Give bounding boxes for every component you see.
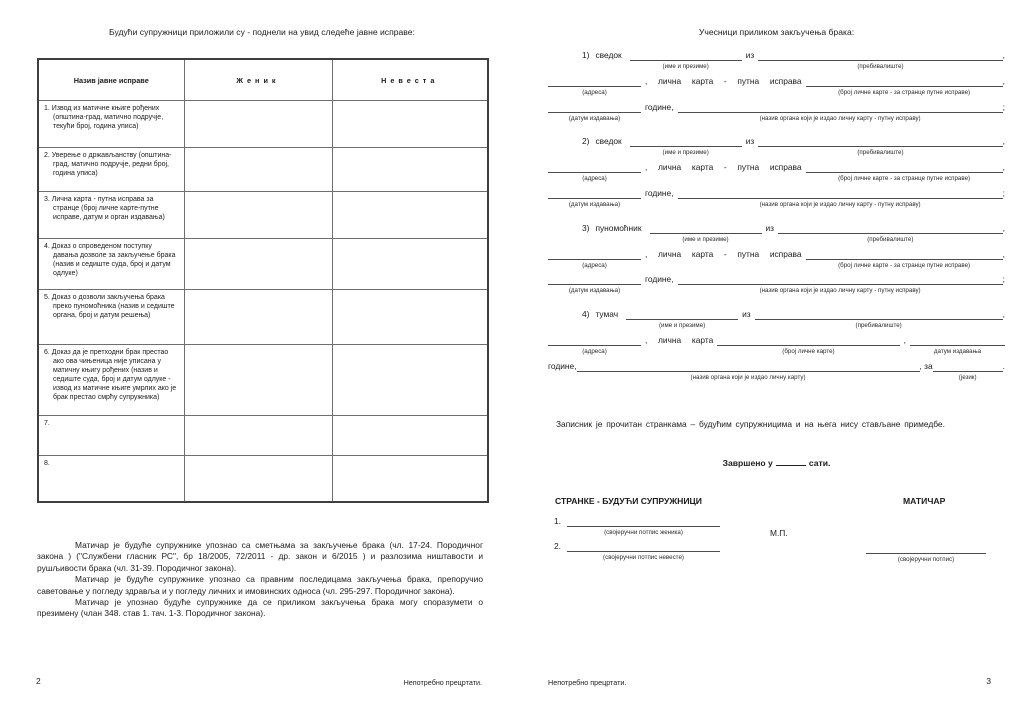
registrar-signature-row	[866, 543, 986, 564]
field-caption: (датум издавања)	[568, 287, 621, 295]
label-id-card: , лична карта	[645, 334, 714, 345]
field-caption: (пребивалиште)	[857, 63, 904, 70]
finished-prefix: Завршено у	[722, 458, 773, 468]
document-name-cell	[38, 239, 184, 290]
table-row	[38, 416, 488, 456]
table-header-row	[38, 59, 488, 101]
blank-line	[806, 76, 1003, 87]
blank-line	[866, 543, 986, 554]
label-id-card: , лична карта - путна исправа	[645, 248, 802, 259]
blank-line	[717, 335, 899, 346]
participant-number: 1)	[582, 50, 590, 60]
groom-signature-field	[567, 516, 720, 537]
field-caption: (број личне карте)	[782, 347, 835, 355]
signature-number: 2.	[554, 541, 561, 551]
table-row	[38, 345, 488, 416]
blank-line	[548, 188, 641, 199]
participant-line-identity	[548, 50, 1005, 71]
footer-note-right: Непотребно прецртати.	[548, 678, 627, 687]
blank-line	[806, 249, 1003, 260]
name-field	[626, 309, 738, 330]
document-name: 3. Лична карта - путна исправа за странце (број личне карте-путне исправе, датум и орган издавања)	[44, 196, 165, 221]
signature-number: 1.	[554, 516, 561, 526]
field-caption: (име и презиме)	[662, 63, 709, 70]
document-name: 4. Доказ о спроведеном поступку давања дозволе за закључење брака (назив и седиште суда, број и датум одлуке)	[44, 243, 176, 277]
document-name: 1. Извод из матичне књиге рођених (општина-град, матично подручје, текући број, година уписа)	[44, 105, 164, 130]
participant-line-issuer	[548, 361, 1005, 382]
groom-cell	[184, 192, 332, 239]
bride-cell	[332, 290, 488, 345]
document-name-cell	[38, 456, 184, 503]
blank-line	[548, 102, 641, 113]
id-number-field	[806, 162, 1003, 183]
document-name: 2. Уверење о држављанству (општина-град, матично подручје, редни број, година уписа)	[44, 152, 172, 177]
participant-role: пуномоћник	[595, 222, 642, 233]
blank-line	[678, 274, 1003, 285]
issue-date-field	[548, 188, 641, 209]
blank-line	[758, 50, 1002, 61]
blank-line	[630, 136, 742, 147]
bride-cell	[332, 148, 488, 192]
field-caption: (језик)	[958, 373, 977, 381]
participant-line-identity	[548, 223, 1005, 244]
document-name-cell	[38, 345, 184, 416]
left-page-title: Будући супружници приложили су - поднели на увид следеће јавне исправе:	[109, 27, 415, 37]
documents-table	[37, 58, 489, 503]
table-row	[38, 192, 488, 239]
participant-line-issuer	[548, 274, 1005, 295]
field-caption: (датум издавања)	[568, 114, 621, 122]
label-for: , за	[919, 360, 933, 371]
bride-cell	[332, 345, 488, 416]
bride-signature-field	[567, 541, 720, 562]
participant-line-id-card	[548, 335, 1005, 356]
label-from: из	[745, 50, 755, 60]
name-field	[630, 136, 742, 157]
blank-line	[650, 223, 762, 234]
issue-date-field	[548, 102, 641, 123]
field-caption: (број личне карте - за странце путне исправе)	[838, 175, 971, 183]
blank-line	[758, 136, 1002, 147]
blank-line	[678, 102, 1003, 113]
name-field	[630, 50, 742, 71]
language-field	[933, 361, 1003, 382]
blank-line	[630, 50, 742, 61]
address-field	[548, 162, 641, 183]
punctuation: ,	[1002, 222, 1005, 233]
document-name-cell	[38, 416, 184, 456]
punctuation: ,	[1002, 162, 1005, 173]
punctuation: ,	[903, 334, 906, 345]
address-field	[548, 76, 641, 97]
document-name: 7.	[44, 420, 50, 427]
paragraph-registrar-surname: Матичар је упознао будуће супружнике да се приликом закључења брака могу споразумети о презимену (члан 348. став 1. тач. 1-3. Породичног закона).	[37, 597, 483, 619]
punctuation: ;	[1002, 187, 1005, 198]
field-caption: (адреса)	[582, 88, 607, 96]
participant-line-identity	[548, 136, 1005, 157]
punctuation: ;	[1002, 274, 1005, 285]
participant-line-id-card	[548, 162, 1005, 183]
document-name-cell	[38, 101, 184, 148]
blank-line	[778, 223, 1003, 234]
finished-at-line	[548, 457, 1005, 468]
field-caption: (број личне карте - за странце путне исправе)	[838, 261, 971, 269]
blank-line	[548, 274, 641, 285]
issuing-authority-field	[678, 102, 1003, 123]
participant-number: 3)	[582, 222, 590, 233]
groom-cell	[184, 239, 332, 290]
field-caption: (својеручни потпис)	[897, 556, 955, 563]
field-caption: (својеручни потпис невесте)	[603, 554, 684, 561]
punctuation: ,	[1002, 75, 1005, 86]
blank-line	[678, 188, 1003, 199]
participant-block-witness-2	[548, 136, 1005, 208]
participant-block-proxy	[548, 223, 1005, 295]
table-row	[38, 148, 488, 192]
bride-cell	[332, 416, 488, 456]
field-caption: (датум издавања)	[568, 200, 621, 208]
punctuation: ,	[1002, 136, 1005, 147]
hours-blank-line	[776, 457, 806, 466]
label-id-card: , лична карта - путна исправа	[645, 162, 802, 173]
record-read-statement: Записник је прочитан странкама – будућим супружницима и на њега нису стављане примедбе.	[556, 419, 945, 429]
residence-field	[778, 223, 1003, 244]
blank-line	[755, 309, 1003, 320]
participant-line-id-card	[548, 76, 1005, 97]
punctuation: ;	[1002, 101, 1005, 112]
col-header-bride: Невеста	[332, 59, 488, 101]
right-page-title: Учесници приликом закључења брака:	[698, 27, 855, 37]
groom-cell	[184, 345, 332, 416]
participant-line-issuer	[548, 188, 1005, 209]
document-name: 8.	[44, 460, 50, 467]
field-caption: датум издавања	[933, 347, 982, 355]
blank-line	[548, 76, 641, 87]
residence-field	[758, 50, 1002, 71]
label-from: из	[765, 222, 775, 233]
participant-line-id-card	[548, 249, 1005, 270]
label-from: из	[745, 136, 755, 147]
punctuation: ,	[1002, 248, 1005, 259]
blank-line	[577, 361, 920, 372]
bride-cell	[332, 101, 488, 148]
document-name-cell	[38, 148, 184, 192]
issue-date-field	[548, 274, 641, 295]
residence-field	[755, 309, 1003, 330]
label-id-card: , лична карта - путна исправа	[645, 75, 802, 86]
legal-paragraphs	[37, 540, 483, 620]
bride-cell	[332, 239, 488, 290]
participant-role: тумач	[595, 309, 619, 320]
field-caption: (назив органа који је издао личну карту)	[690, 373, 806, 381]
field-caption: (адреса)	[582, 261, 607, 269]
table-row	[38, 101, 488, 148]
field-caption: (пребивалиште)	[857, 149, 904, 157]
name-field	[650, 223, 762, 244]
groom-cell	[184, 290, 332, 345]
issuing-authority-field	[678, 188, 1003, 209]
label-year: године,	[645, 101, 674, 112]
field-caption: (име и презиме)	[658, 322, 706, 330]
groom-signature-row	[554, 516, 720, 537]
blank-line	[548, 249, 641, 260]
field-caption: (назив органа који је издао личну карту - путну исправу)	[759, 287, 921, 295]
table-row	[38, 239, 488, 290]
participant-role: сведок	[595, 136, 622, 147]
signatures-section	[548, 496, 1005, 571]
label-year: године,	[645, 274, 674, 285]
participant-number: 4)	[582, 309, 590, 320]
id-number-field	[806, 249, 1003, 270]
groom-cell	[184, 456, 332, 503]
punctuation: ,	[1002, 50, 1005, 60]
label-year: године,	[645, 187, 674, 198]
groom-cell	[184, 101, 332, 148]
field-caption: (пребивалиште)	[855, 322, 902, 330]
field-caption: (име и презиме)	[682, 235, 729, 243]
groom-cell	[184, 416, 332, 456]
footer-note-left: Непотребно прецртати.	[403, 678, 482, 687]
blank-line	[548, 162, 641, 173]
blank-line	[567, 541, 720, 552]
participants-section	[548, 50, 1005, 396]
bride-signature-row	[554, 541, 720, 562]
punctuation: .	[1002, 360, 1005, 371]
blank-line	[567, 516, 720, 527]
document-name: 6. Доказ да је претходни брак престао ако ова чињеница није уписана у матичну књигу рођених (назив и седиште суда, број и датум одлуке - извод из матичне књиге умрлих ако је брак престао смрћу супружника)	[44, 349, 177, 401]
table-row	[38, 456, 488, 503]
participant-block-interpreter	[548, 309, 1005, 381]
punctuation: ,	[1002, 309, 1005, 320]
issuing-authority-field	[678, 274, 1003, 295]
label-year: године,	[548, 360, 577, 371]
issuing-authority-field	[577, 361, 920, 382]
blank-line	[910, 335, 1005, 346]
residence-field	[758, 136, 1002, 157]
field-caption: (назив органа који је издао личну карту - путну исправу)	[759, 200, 921, 208]
paragraph-registrar-consequences: Матичар је будуће супружнике упознао са правним последицама закључења брака, препоручио саветовање у погледу здравља и у погледу личних и имовинских односа (чл. 295-297. Породичног закона).	[37, 574, 483, 596]
document-name-cell	[38, 192, 184, 239]
table-row	[38, 290, 488, 345]
label-from: из	[742, 309, 751, 320]
blank-line	[933, 361, 1003, 372]
blank-line	[548, 335, 641, 346]
field-caption: (својеручни потпис женика)	[604, 529, 683, 536]
participant-block-witness-1	[548, 50, 1005, 122]
field-caption: (адреса)	[582, 175, 607, 183]
col-header-document-name: Назив јавне исправе	[38, 59, 184, 101]
page-number-left: 2	[36, 676, 41, 686]
bride-cell	[332, 192, 488, 239]
issue-date-field	[910, 335, 1005, 356]
groom-cell	[184, 148, 332, 192]
registrar-signature-field	[866, 543, 986, 564]
field-caption: (адреса)	[582, 347, 607, 355]
blank-line	[626, 309, 738, 320]
document-name: 5. Доказ о дозволи закључења брака преко пуномоћника (назив и седиште органа, број и датум решења)	[44, 294, 175, 319]
document-name-cell	[38, 290, 184, 345]
participant-number: 2)	[582, 136, 590, 147]
parties-heading: СТРАНКЕ - БУДУЋИ СУПРУЖНИЦИ	[555, 496, 702, 506]
id-number-field	[717, 335, 899, 356]
field-caption: (име и презиме)	[662, 149, 709, 157]
address-field	[548, 335, 641, 356]
participant-role: сведок	[595, 50, 622, 60]
blank-line	[806, 162, 1003, 173]
field-caption: (број личне карте - за странце путне исправе)	[838, 88, 971, 96]
col-header-groom: Женик	[184, 59, 332, 101]
page-number-right: 3	[986, 676, 991, 686]
registrar-heading: МАТИЧАР	[903, 496, 946, 506]
id-number-field	[806, 76, 1003, 97]
participant-line-identity	[548, 309, 1005, 330]
field-caption: (назив органа који је издао личну карту - путну исправу)	[759, 114, 921, 122]
participant-line-issuer	[548, 102, 1005, 123]
address-field	[548, 249, 641, 270]
field-caption: (пребивалиште)	[867, 235, 914, 243]
paragraph-registrar-impediments: Матичар је будуће супружнике упознао са сметњама за закључење брака (чл. 17-24. Породичног закона ) ("Службени гласник РС", бр 18/2005, 72/2011 - др. закон и 6/2015 ) и разлозима ништавости и рушљивости брака (чл. 31-39. Породичног закона).	[37, 540, 483, 573]
bride-cell	[332, 456, 488, 503]
finished-suffix: сати.	[808, 458, 831, 468]
seal-placeholder: М.П.	[770, 528, 788, 538]
